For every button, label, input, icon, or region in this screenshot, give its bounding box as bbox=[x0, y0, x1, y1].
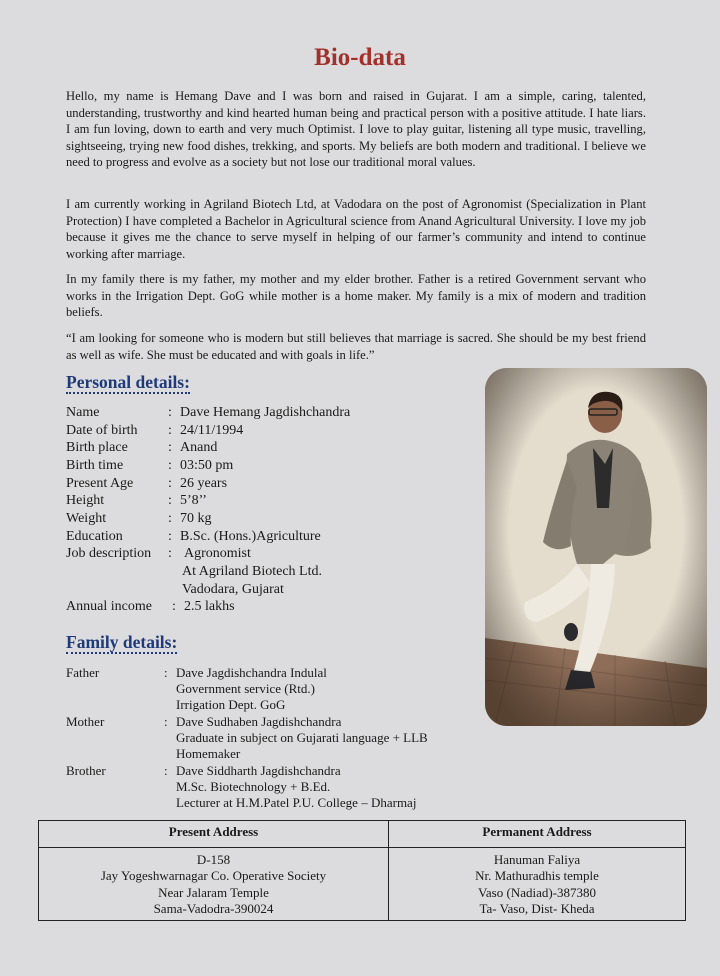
permanent-address-heading: Permanent Address bbox=[389, 821, 686, 848]
family-info-line: Government service (Rtd.) bbox=[176, 681, 315, 697]
detail-value: Agronomist bbox=[184, 546, 251, 561]
family-info-line: Graduate in subject on Gujarati language + LLB bbox=[176, 730, 428, 746]
detail-colon: : bbox=[168, 423, 172, 438]
family-info bbox=[176, 714, 428, 763]
family-info bbox=[176, 763, 416, 812]
detail-colon: : bbox=[168, 546, 172, 561]
family-info-line: Irrigation Dept. GoG bbox=[176, 697, 286, 713]
detail-value: 24/11/1994 bbox=[180, 423, 244, 438]
family-relation: Mother bbox=[66, 714, 105, 729]
address-line: D-158 bbox=[196, 852, 231, 867]
address-table bbox=[38, 820, 686, 921]
detail-value: Anand bbox=[180, 440, 218, 455]
detail-value: 2.5 lakhs bbox=[184, 599, 235, 614]
detail-label: Name bbox=[66, 405, 100, 420]
expectation-paragraph: “I am looking for someone who is modern but still believes that marriage is sacred. She should be my best friend as well as wife. She must be educated and with goals in life.” bbox=[66, 331, 646, 362]
detail-label: Annual income bbox=[66, 599, 152, 614]
address-line: Ta- Vaso, Dist- Kheda bbox=[479, 901, 595, 917]
address-line: Near Jalaram Temple bbox=[158, 884, 269, 900]
detail-label: Birth place bbox=[66, 440, 128, 455]
detail-label: Present Age bbox=[66, 476, 134, 491]
family-info-line: Dave Jagdishchandra Indulal bbox=[176, 665, 327, 680]
detail-colon: : bbox=[168, 458, 172, 473]
family-colon: : bbox=[164, 714, 168, 729]
detail-colon: : bbox=[168, 511, 172, 526]
family-info-line: Dave Siddharth Jagdishchandra bbox=[176, 763, 341, 778]
detail-value: 03:50 pm bbox=[180, 458, 234, 473]
detail-value: 26 years bbox=[180, 476, 228, 491]
family-colon: : bbox=[164, 665, 168, 680]
profile-photo bbox=[485, 368, 707, 726]
family-info-line: Dave Sudhaben Jagdishchandra bbox=[176, 714, 342, 729]
intro-paragraph: Hello, my name is Hemang Dave and I was born and raised in Gujarat. I am a simple, caring, talented, understanding, trustworthy and kind hearted human being and practical person with a positive attitude. I hate liars. I am fun loving, down to earth and very much Optimist. I love to play guitar, listening all type music, travelling, sightseeing, trying new food dishes, trekking, and sports. My beliefs are both modern and traditional. I believe we need to progress and evolve as a society but not lose our traditional moral values. bbox=[66, 89, 646, 170]
family-details-heading: Family details: bbox=[66, 632, 178, 652]
family-info-line: Lecturer at H.M.Patel P.U. College – Dharmaj bbox=[176, 795, 417, 811]
family-info-line: Homemaker bbox=[176, 746, 241, 762]
detail-value: Vadodara, Gujarat bbox=[182, 582, 284, 597]
career-paragraph: I am currently working in Agriland Biotech Ltd, at Vadodara on the post of Agronomist (Specialization in Plant Protection) I have completed a Bachelor in Agricultural science from Anand Agricultural University. I love my job because it gives me the chance to serve myself in helping of our farmer’s community and intend to continue working after marriage. bbox=[66, 197, 646, 261]
detail-colon: : bbox=[172, 599, 176, 614]
detail-colon: : bbox=[168, 440, 172, 455]
page-title: Bio-data bbox=[314, 44, 406, 71]
family-colon: : bbox=[164, 763, 168, 778]
address-line: Jay Yogeshwarnagar Co. Operative Society bbox=[100, 868, 327, 884]
profile-photo-illustration bbox=[485, 368, 707, 726]
present-address-heading: Present Address bbox=[39, 821, 389, 848]
detail-label: Weight bbox=[66, 511, 107, 526]
detail-value: B.Sc. (Hons.)Agriculture bbox=[180, 529, 321, 544]
detail-label: Date of birth bbox=[66, 423, 138, 438]
detail-value: At Agriland Biotech Ltd. bbox=[182, 564, 322, 579]
detail-label: Height bbox=[66, 493, 105, 508]
detail-label: Birth time bbox=[66, 458, 124, 473]
detail-value: 5’8’’ bbox=[180, 493, 207, 508]
detail-value: Dave Hemang Jagdishchandra bbox=[180, 405, 351, 420]
detail-colon: : bbox=[168, 405, 172, 420]
address-line: Sama-Vadodra-390024 bbox=[153, 901, 274, 917]
detail-value: 70 kg bbox=[180, 511, 212, 526]
address-line: Vaso (Nadiad)-387380 bbox=[477, 884, 597, 900]
family-relation: Brother bbox=[66, 763, 106, 778]
detail-colon: : bbox=[168, 493, 172, 508]
address-line: Nr. Mathuradhis temple bbox=[475, 868, 599, 884]
family-relation: Father bbox=[66, 665, 100, 680]
detail-label: Education bbox=[66, 529, 123, 544]
family-info-line: M.Sc. Biotechnology + B.Ed. bbox=[176, 779, 331, 795]
detail-colon: : bbox=[168, 476, 172, 491]
personal-details-heading: Personal details: bbox=[66, 372, 190, 392]
family-info bbox=[176, 665, 327, 714]
detail-colon: : bbox=[168, 529, 172, 544]
permanent-address-cell bbox=[389, 848, 686, 921]
present-address-cell bbox=[39, 848, 389, 921]
detail-label: Job description bbox=[66, 546, 152, 561]
address-line: Hanuman Faliya bbox=[493, 852, 581, 867]
family-paragraph: In my family there is my father, my mother and my elder brother. Father is a retired Government servant who works in the Irrigation Dept. GoG while mother is a home maker. My family is a mix of modern and tradition beliefs. bbox=[66, 272, 646, 320]
